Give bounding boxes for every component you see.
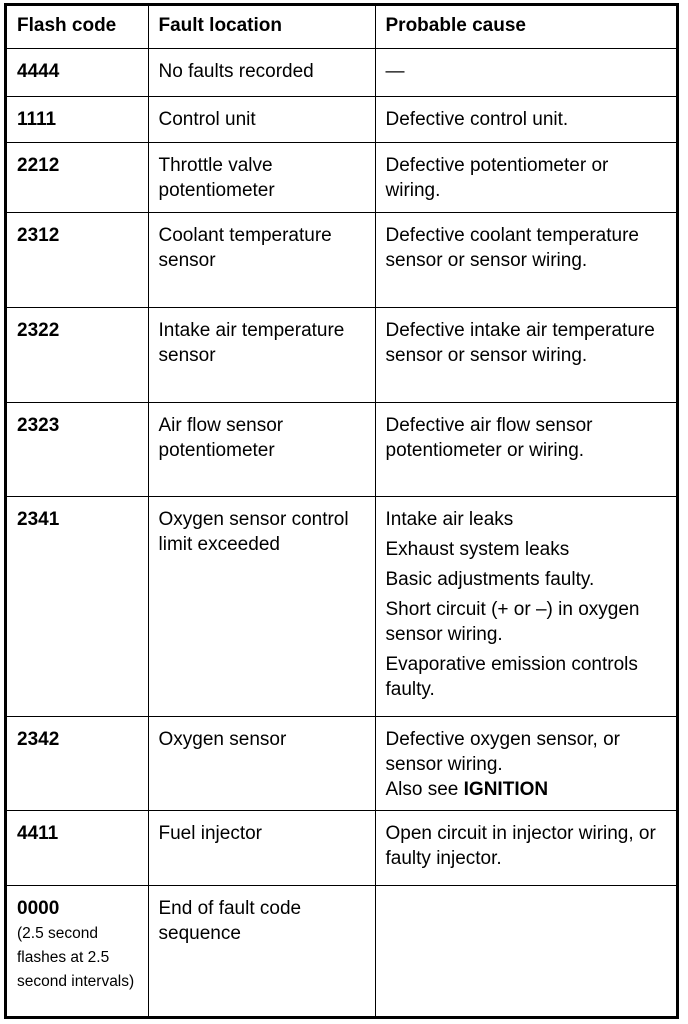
flash-code-cell: 2212	[7, 142, 148, 212]
fault-location-cell: Oxygen sensor	[148, 716, 375, 810]
flash-code-cell	[7, 885, 148, 1016]
flash-code-cell: 2341	[7, 496, 148, 716]
fault-location-cell: End of fault code sequence	[148, 885, 375, 1016]
flash-code-cell: 2342	[7, 716, 148, 810]
fault-location-cell: Intake air temperature sensor	[148, 307, 375, 402]
probable-cause-cell: Defective air flow sensor potentiometer or wiring.	[375, 402, 676, 496]
header-flash-code: Flash code	[7, 6, 148, 48]
probable-cause-cell: Defective potentiometer or wiring.	[375, 142, 676, 212]
flash-code-cell: 2322	[7, 307, 148, 402]
probable-cause-cell	[375, 716, 676, 810]
flash-code-cell: 2323	[7, 402, 148, 496]
cause-item: Intake air leaks	[385, 508, 514, 530]
flash-code-cell: 4444	[7, 48, 148, 96]
cause-item: Basic adjustments faulty.	[385, 568, 595, 590]
cause-item: Evaporative emission controls faulty.	[385, 653, 638, 700]
cause-text: Defective oxygen sensor, or sensor wiring.	[385, 728, 620, 775]
flash-code-value: 0000	[17, 897, 60, 919]
flash-code-cell: 1111	[7, 96, 148, 142]
table-row	[7, 142, 676, 212]
table-row	[7, 810, 676, 885]
cause-item: Short circuit (+ or –) in oxygen sensor wiring.	[385, 598, 640, 645]
header-fault-location: Fault location	[148, 6, 375, 48]
table-row	[7, 212, 676, 307]
probable-cause-cell	[375, 496, 676, 716]
table-row	[7, 716, 676, 810]
table-row	[7, 48, 676, 96]
table-header-row	[7, 6, 676, 48]
probable-cause-cell: Open circuit in injector wiring, or faulty injector.	[375, 810, 676, 885]
cause-reference-prefix: Also see	[385, 778, 459, 800]
fault-location-cell: Coolant temperature sensor	[148, 212, 375, 307]
cause-reference	[386, 777, 667, 802]
table-row	[7, 885, 676, 1016]
cause-item: Exhaust system leaks	[385, 538, 570, 560]
probable-cause-cell: Defective coolant temperature sensor or sensor wiring.	[375, 212, 676, 307]
probable-cause-cell	[375, 885, 676, 1016]
fault-location-cell: Throttle valve potentiometer	[148, 142, 375, 212]
fault-location-cell: Oxygen sensor control limit exceeded	[148, 496, 375, 716]
flash-code-cell: 4411	[7, 810, 148, 885]
table-row	[7, 402, 676, 496]
flash-code-note: (2.5 second flashes at 2.5 second intervals)	[17, 924, 135, 990]
probable-cause-cell: —	[375, 48, 676, 96]
cause-reference-section: IGNITION	[463, 778, 549, 800]
fault-location-cell: Fuel injector	[148, 810, 375, 885]
table-row	[7, 496, 676, 716]
fault-code-table	[7, 6, 676, 1016]
fault-location-cell: Air flow sensor potentiometer	[148, 402, 375, 496]
table-row	[7, 307, 676, 402]
fault-code-table-frame	[4, 3, 679, 1019]
table-row	[7, 96, 676, 142]
fault-location-cell: No faults recorded	[148, 48, 375, 96]
probable-cause-cell: Defective control unit.	[375, 96, 676, 142]
probable-cause-cell: Defective intake air temperature sensor or sensor wiring.	[375, 307, 676, 402]
flash-code-cell: 2312	[7, 212, 148, 307]
fault-location-cell: Control unit	[148, 96, 375, 142]
header-probable-cause: Probable cause	[375, 6, 676, 48]
